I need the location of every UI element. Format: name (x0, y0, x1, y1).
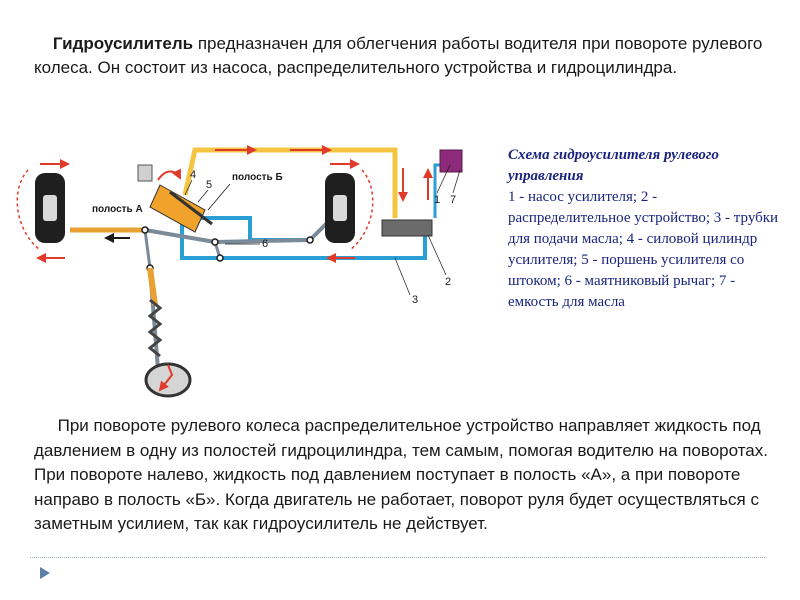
callout-numbers (190, 169, 456, 306)
right-wheel (325, 164, 373, 258)
pressure-pipe (185, 150, 395, 218)
body-text: При повороте рулевого колеса распределительное устройство направляет жидкость под давлением в одну из полостей гидроцилиндра, тем самым, помогая водителю на поворотах. При повороте налево, жидкость под давлением поступает в полость «А», а при повороте направо в полость «Б». Когда двигатель не работает, поворот руля будет осуществляться с заметным усилием, так как гидроусилитель не действует. (34, 416, 768, 533)
callout-7: 7 (450, 194, 457, 206)
callout-6: 6 (262, 238, 269, 250)
intro-lead-term: Гидроусилитель (52, 34, 194, 53)
callout-3: 3 (412, 294, 419, 306)
triangle-right-icon[interactable] (38, 565, 52, 581)
callout-2: 2 (445, 276, 452, 288)
caption-title: Схема гидроусилителя рулевого управления (508, 147, 719, 184)
body-paragraph (34, 414, 774, 537)
oil-tank (440, 150, 462, 172)
callout-1: 1 (434, 194, 441, 206)
left-wheel (17, 164, 68, 258)
flow-arrows (106, 150, 428, 238)
intro-paragraph (34, 32, 769, 80)
steering-linkage (70, 220, 330, 395)
label-cavity-a: полость А (92, 204, 143, 215)
caption-legend: 1 - насос усилителя; 2 - распределительное устройство; 3 - трубки для подачи масла; 4 - силовой цилиндр усилителя; 5 - поршень усилителя со штоком; 6 - маятниковый рычаг; 7 - емкость для масла (508, 189, 779, 310)
label-cavity-b: полость Б (232, 172, 283, 183)
pump (382, 220, 432, 236)
power-steering-diagram (10, 140, 510, 410)
callout-4: 4 (190, 169, 197, 181)
footer-divider (30, 557, 765, 558)
cavity-b-pipe (200, 218, 310, 240)
intro-text: предназначен для облегчения работы водителя при повороте рулевого колеса. Он состоит из насоса, распределительного устройства и гидроцилиндра. (34, 34, 763, 77)
steering-column (146, 268, 190, 396)
diagram-caption (508, 145, 783, 313)
callout-5: 5 (206, 179, 213, 191)
